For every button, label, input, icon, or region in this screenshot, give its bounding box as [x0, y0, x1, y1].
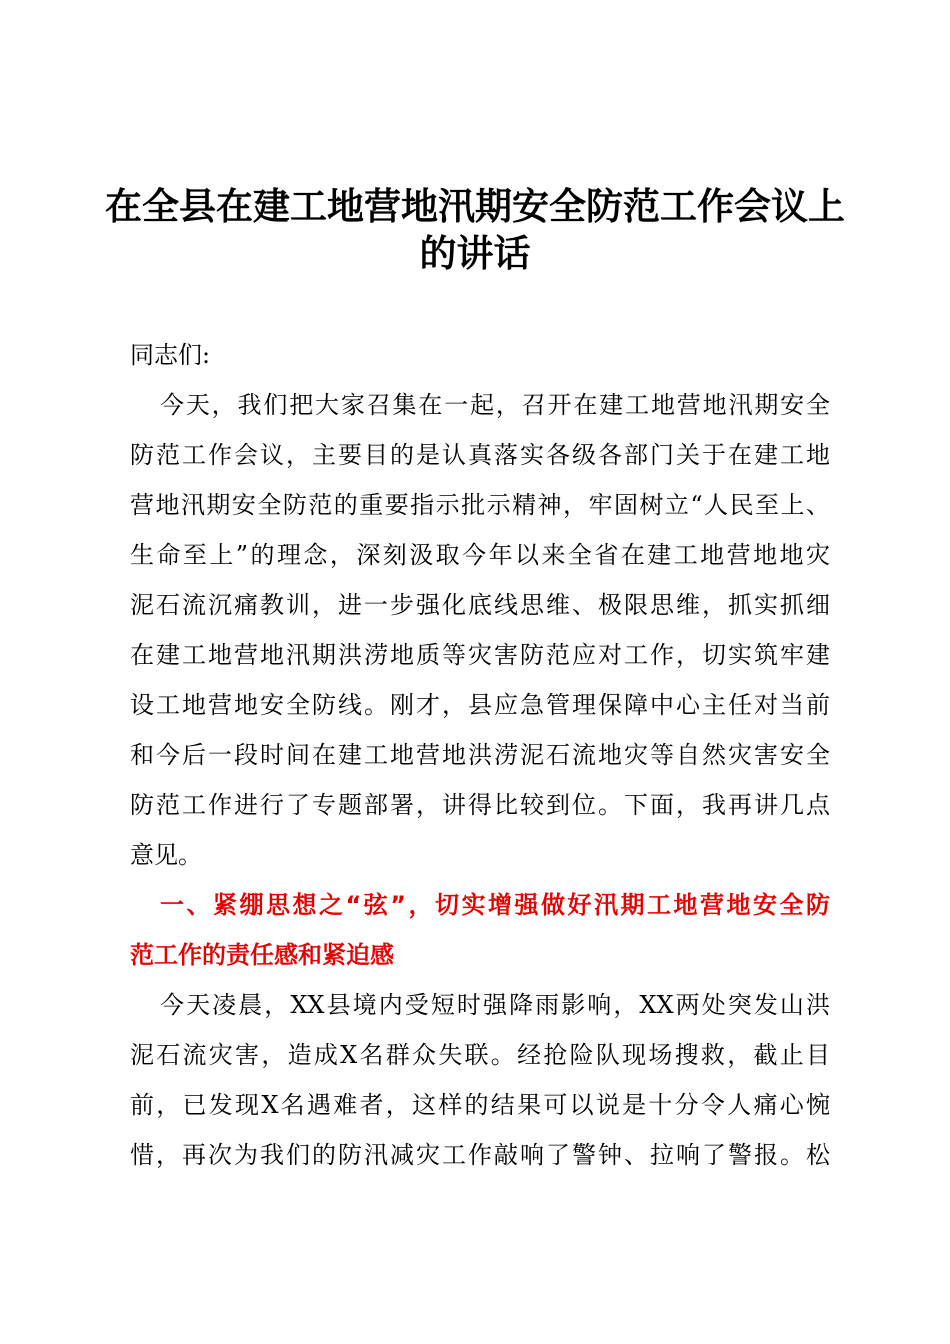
paragraph-1-line: 设工地营地安全防线。刚才，县应急管理保障中心主任对当前	[130, 691, 830, 719]
salutation: 同志们:	[130, 341, 211, 369]
document-title-line-2: 的讲话	[419, 231, 531, 275]
section-heading-1-line: 一、紧绷思想之“弦”，切实增强做好汛期工地营地安全防	[160, 891, 830, 919]
document-title-line-1: 在全县在建工地营地汛期安全防范工作会议上	[105, 184, 845, 228]
paragraph-1-line: 意见。	[130, 841, 202, 869]
paragraph-2-line: 泥石流灾害，造成X名群众失联。经抢险队现场搜救，截止目	[130, 1041, 830, 1069]
paragraph-2-line: 惜，再次为我们的防汛减灾工作敲响了警钟、拉响了警报。松	[130, 1141, 830, 1169]
paragraph-1-line: 营地汛期安全防范的重要指示批示精神，牢固树立“人民至上、	[130, 491, 830, 519]
paragraph-1-line: 泥石流沉痛教训，进一步强化底线思维、极限思维，抓实抓细	[130, 591, 830, 619]
paragraph-1-line: 在建工地营地汛期洪涝地质等灾害防范应对工作，切实筑牢建	[130, 641, 830, 669]
section-heading-1-line: 范工作的责任感和紧迫感	[130, 941, 394, 969]
paragraph-1-line: 生命至上”的理念，深刻汲取今年以来全省在建工地营地地灾	[130, 541, 830, 569]
paragraph-1-line: 今天，我们把大家召集在一起，召开在建工地营地汛期安全	[160, 391, 830, 419]
paragraph-1-line: 防范工作会议，主要目的是认真落实各级各部门关于在建工地	[130, 441, 830, 469]
paragraph-2-line: 今天凌晨，XX县境内受短时强降雨影响，XX两处突发山洪	[160, 991, 830, 1019]
paragraph-1-line: 和今后一段时间在建工地营地洪涝泥石流地灾等自然灾害安全	[130, 741, 830, 769]
paragraph-1-line: 防范工作进行了专题部署，讲得比较到位。下面，我再讲几点	[130, 791, 830, 819]
paragraph-2-line: 前，已发现X名遇难者，这样的结果可以说是十分令人痛心惋	[130, 1091, 830, 1119]
